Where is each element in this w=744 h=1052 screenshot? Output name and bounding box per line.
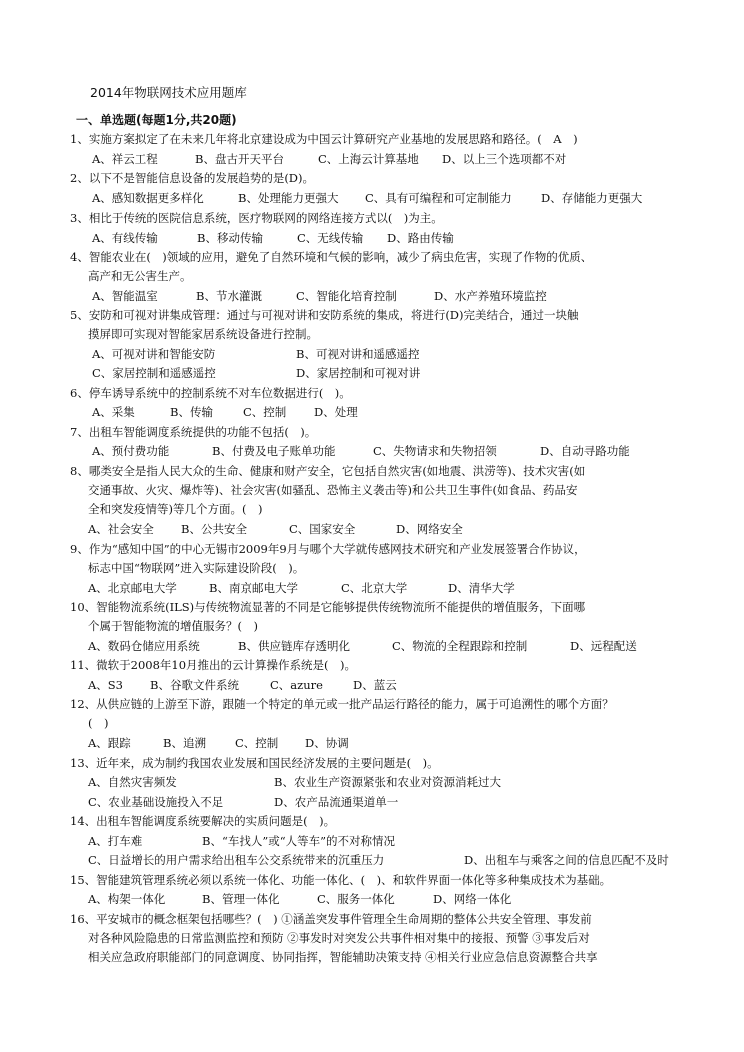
option: A、智能温室 [92,289,158,303]
option: C、北京大学 [341,581,408,595]
question-4: 4、智能农业在( )领域的应用，避免了自然环境和气候的影响，减少了病虫危害，实现了作物的优质、 [70,250,593,264]
option: B、公共安全 [181,522,247,536]
question-8-cont: 交通事故、火灾、爆炸等)、社会灾害(如骚乱、恐怖主义袭击等)和公共卫生事件(如食品、药品安 [88,483,578,497]
question-1: 1、实施方案拟定了在未来几年将北京建设成为中国云计算研究产业基地的发展思路和路径。( A ) [70,132,578,146]
question-9-cont: 标志中国“物联网”进入实际建设阶段( )。 [88,561,305,575]
option: D、网络一体化 [433,892,512,906]
option: B、农业生产资源紧张和农业对资源消耗过大 [274,775,501,789]
option: A、数码仓储应用系统 [88,639,200,653]
option: C、控制 [243,405,287,419]
option: B、传输 [170,405,213,419]
question-9: 9、作为“感知中国”的中心无锡市2009年9月与哪个大学就传感网技术研究和产业发展签署合作协议， [70,542,586,556]
option: D、蓝云 [353,678,397,692]
option: D、存储能力更强大 [541,191,643,205]
question-12-cont: ( ) [88,716,109,730]
option: B、“车找人”或“人等车”的不对称情况 [202,834,395,848]
option: D、清华大学 [448,581,515,595]
question-16: 16、平安城市的概念框架包括哪些？( ) ①涵盖突发事件管理全生命周期的整体公共安全管理、事发前 [70,912,592,926]
question-5: 5、安防和可视对讲集成管理：通过与可视对讲和安防系统的集成，将进行(D)完美结合，通过一块触 [70,308,579,322]
option: D、农产品流通渠道单一 [274,795,399,809]
option: D、远程配送 [570,639,637,653]
option: D、家居控制和可视对讲 [296,366,421,380]
option: C、azure [270,678,323,692]
question-2: 2、以下不是智能信息设备的发展趋势的是(D)。 [70,171,315,185]
option: A、构架一体化 [88,892,166,906]
option: A、北京邮电大学 [88,581,177,595]
option: A、跟踪 [88,736,131,750]
option: A、感知数据更多样化 [92,191,204,205]
option: A、可视对讲和智能安防 [92,347,216,361]
option: B、付费及电子账单功能 [212,444,336,458]
option: A、预付费功能 [92,444,170,458]
option: A、祥云工程 [92,152,158,166]
option: D、以上三个选项都不对 [442,152,567,166]
option: C、智能化培育控制 [296,289,397,303]
question-8: 8、哪类安全是指人民大众的生命、健康和财产安全，它包括自然灾害(如地震、洪涝等)、技术灾害(如 [70,464,586,478]
option: A、有线传输 [92,231,158,245]
question-11: 11、微软于2008年10月推出的云计算操作系统是( )。 [70,658,357,672]
option: B、盘古开天平台 [195,152,284,166]
option: B、追溯 [163,736,206,750]
question-7: 7、出租车智能调度系统提供的功能不包括( )。 [70,425,317,439]
option: C、物流的全程跟踪和控制 [392,639,528,653]
option: A、采集 [92,405,135,419]
option: B、处理能力更强大 [238,191,339,205]
option: D、路由传输 [387,231,454,245]
option: B、可视对讲和遥感遥控 [296,347,420,361]
question-4-cont: 高产和无公害生产。 [88,269,192,283]
option: C、控制 [235,736,279,750]
option: C、服务一体化 [317,892,395,906]
option: B、谷歌文件系统 [150,678,239,692]
question-10: 10、智能物流系统(ILS)与传统物流显著的不同是它能够提供传统物流所不能提供的增值服务，下面哪 [70,600,586,614]
option: B、节水灌溉 [196,289,262,303]
option: C、上海云计算基地 [318,152,419,166]
option: A、自然灾害频发 [88,775,177,789]
question-3: 3、相比于传统的医院信息系统，医疗物联网的网络连接方式以( )为主。 [70,211,443,225]
option: A、S3 [88,678,123,692]
option: B、供应链库存透明化 [238,639,350,653]
option: A、打车难 [88,834,143,848]
question-12: 12、从供应链的上游至下游，跟随一个特定的单元或一批产品运行路径的能力，属于可追溯性的哪个方面？ [70,697,614,711]
option: C、国家安全 [289,522,356,536]
option: C、家居控制和遥感遥控 [92,366,216,380]
option: B、南京邮电大学 [209,581,298,595]
question-5-cont: 摸屏即可实现对智能家居系统设备进行控制。 [88,327,318,341]
question-13: 13、近年来，成为制约我国农业发展和国民经济发展的主要问题是( )。 [70,756,439,770]
question-15: 15、智能建筑管理系统必须以系统一体化、功能一体化、( )、和软件界面一体化等多种集成技术为基础。 [70,873,612,887]
option: C、无线传输 [297,231,364,245]
option: D、出租车与乘客之间的信息匹配不及时 [464,853,669,867]
option: C、农业基础设施投入不足 [88,795,224,809]
option: D、水产养殖环境监控 [434,289,547,303]
option: A、社会安全 [88,522,154,536]
option: C、日益增长的用户需求给出租车公交系统带来的沉重压力 [88,853,385,867]
option: D、自动寻路功能 [540,444,630,458]
option: B、管理一体化 [202,892,280,906]
option: D、处理 [314,405,358,419]
option: D、网络安全 [396,522,463,536]
option: C、失物请求和失物招领 [373,444,497,458]
option: B、移动传输 [197,231,263,245]
document-title: 2014年物联网技术应用题库 [90,85,247,100]
section-heading: 一、单选题(每题1分,共20题) [76,113,237,127]
question-8-cont: 全和突发疫情等)等几个方面。( ) [88,502,263,516]
option: D、协调 [305,736,349,750]
question-16-cont: 相关应急政府职能部门的同意调度、协同指挥，智能辅助决策支持 ④相关行业应急信息资源整合共享 [88,950,598,964]
question-6: 6、停车诱导系统中的控制系统不对车位数据进行( )。 [70,386,351,400]
question-16-cont: 对各种风险隐患的日常监测监控和预防 ②事发时对突发公共事件相对集中的接报、预警 ③事发后对 [88,931,590,945]
question-14: 14、出租车智能调度系统要解决的实质问题是( )。 [70,814,336,828]
question-10-cont: 个属于智能物流的增值服务？( ) [88,619,258,633]
option: C、具有可编程和可定制能力 [365,191,512,205]
